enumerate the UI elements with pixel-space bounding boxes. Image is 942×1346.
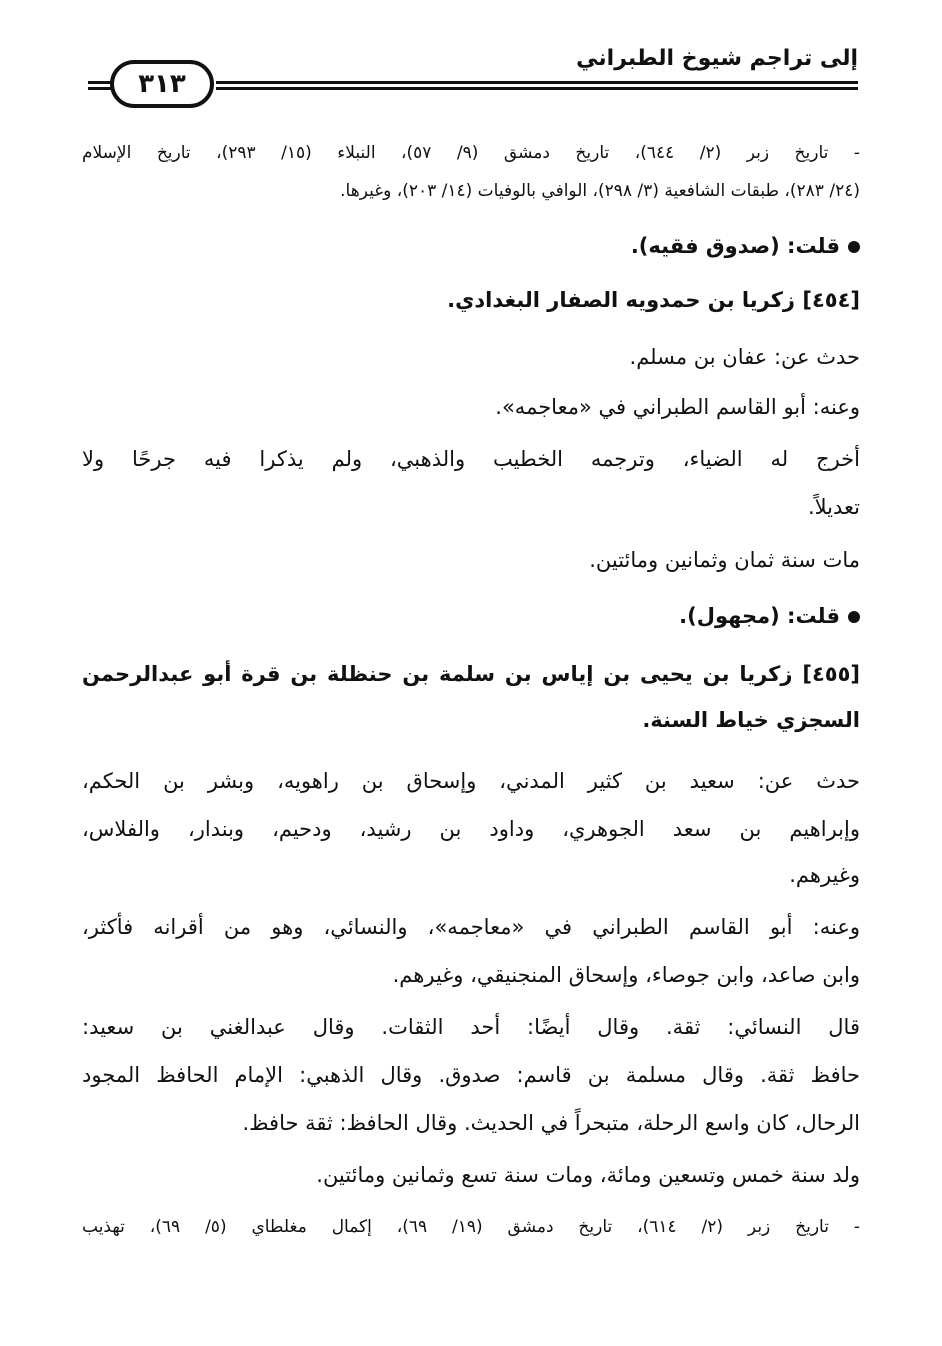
source-line: - تاريخ زبر (٢/ ٦٤٤)، تاريخ دمشق (٩/ ٥٧)، النبلاء (١٥/ ٢٩٣)، تاريخ الإسلام xyxy=(82,143,860,163)
page-number: ٣١٣ xyxy=(110,60,214,108)
body-line: أخرج له الضياء، وترجمه الخطيب والذهبي، ولم يذكرا فيه جرحًا ولا xyxy=(82,447,860,471)
body-line: الرحال، كان واسع الرحلة، متبحراً في الحديث. وقال الحافظ: ثقة حافظ. xyxy=(242,1111,860,1135)
verdict-line xyxy=(679,598,860,634)
body-line: حدث عن: سعيد بن كثير المدني، وإسحاق بن راهويه، وبشر بن الحكم، xyxy=(82,769,860,793)
bullet-icon xyxy=(848,611,860,623)
source-line: (٢٤/ ٢٨٣)، طبقات الشافعية (٣/ ٢٩٨)، الوافي بالوفيات (١٤/ ٢٠٣)، وغيرها. xyxy=(340,181,860,201)
running-title: إلى تراجم شيوخ الطبراني xyxy=(576,46,858,71)
body-line: وعنه: أبو القاسم الطبراني في «معاجمه». xyxy=(495,395,860,419)
bullet-icon xyxy=(848,241,860,253)
header-rule-right xyxy=(216,81,858,90)
body-line: تعديلاً. xyxy=(807,495,860,519)
body-line: وغيرهم. xyxy=(789,863,860,887)
source-line: - تاريخ زبر (٢/ ٦١٤)، تاريخ دمشق (١٩/ ٦٩)، إكمال مغلطاي (٥/ ٦٩)، تهذيب xyxy=(82,1217,860,1237)
verdict-line xyxy=(631,228,860,264)
page-header xyxy=(88,38,858,108)
body-line: قال النسائي: ثقة. وقال أيضًا: أحد الثقات. وقال عبدالغني بن سعيد: xyxy=(82,1015,860,1039)
body-line: وإبراهيم بن سعد الجوهري، وداود بن رشيد، ودحيم، وبندار، والفلاس، xyxy=(82,817,860,841)
entry-heading: [٤٥٥] زكريا بن يحيى بن إياس بن سلمة بن حنظلة بن قرة أبو عبدالرحمن xyxy=(82,662,860,686)
verdict-text: قلت: (صدوق فقيه). xyxy=(630,234,840,258)
body-line: وابن صاعد، وابن جوصاء، وإسحاق المنجنيقي، وغيرهم. xyxy=(392,963,860,987)
entry-heading: السجزي خياط السنة. xyxy=(642,708,860,732)
body-line: مات سنة ثمان وثمانين ومائتين. xyxy=(589,548,860,572)
verdict-text: قلت: (مجهول). xyxy=(679,604,840,628)
body-line: ولد سنة خمس وتسعين ومائة، ومات سنة تسع وثمانين ومائتين. xyxy=(316,1163,860,1187)
body-line: وعنه: أبو القاسم الطبراني في «معاجمه»، والنسائي، وهو من أقرانه فأكثر، xyxy=(82,915,860,939)
entry-heading: [٤٥٤] زكريا بن حمدويه الصفار البغدادي. xyxy=(447,288,860,312)
body-line: حدث عن: عفان بن مسلم. xyxy=(629,345,860,369)
body-line: حافظ ثقة. وقال مسلمة بن قاسم: صدوق. وقال الذهبي: الإمام الحافظ المجود xyxy=(82,1063,860,1087)
